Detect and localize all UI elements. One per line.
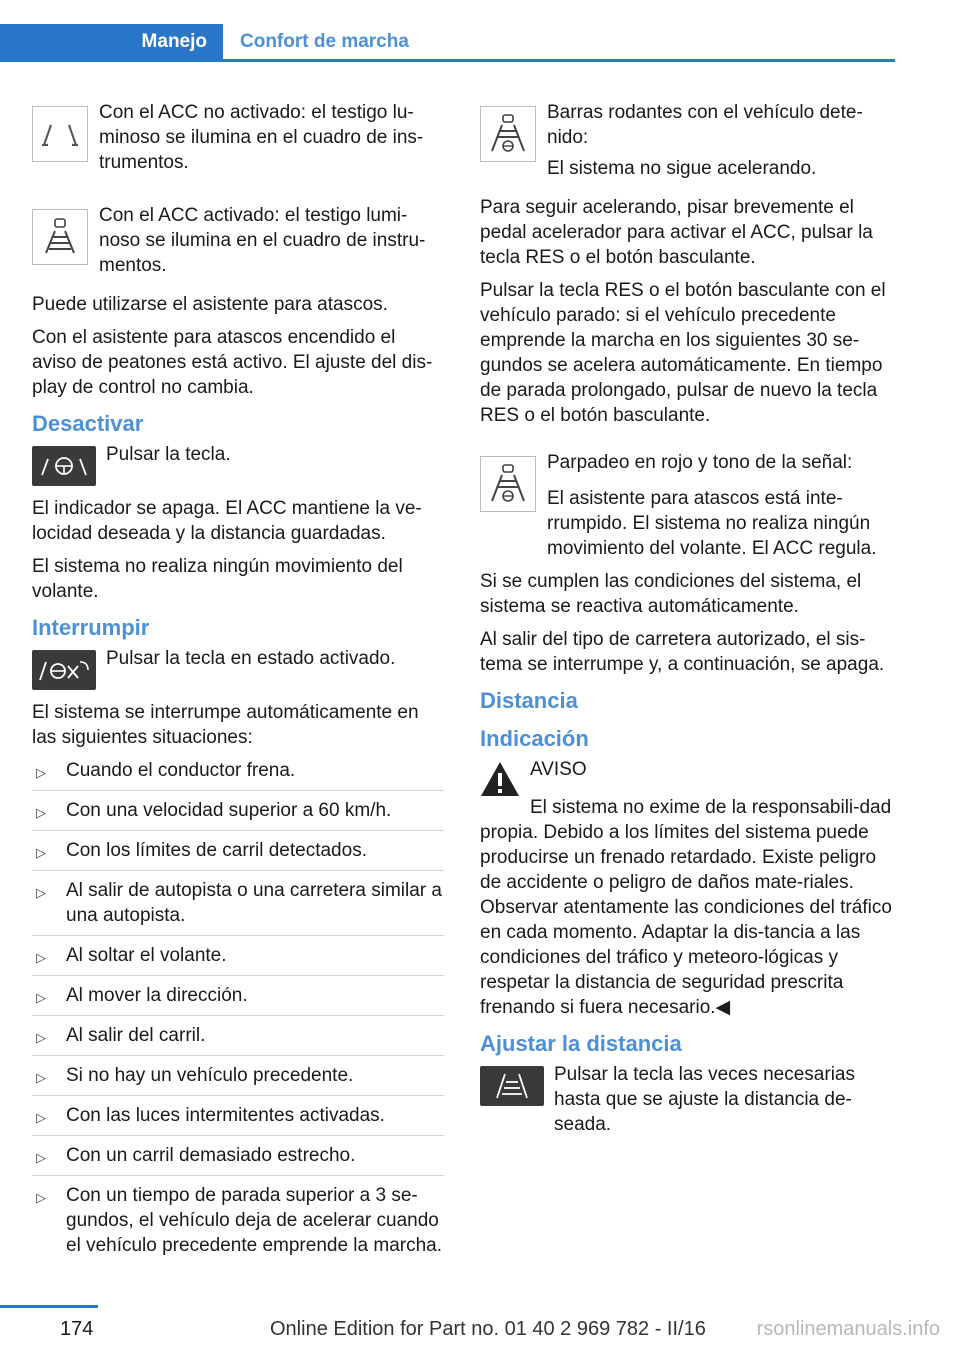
distance-button-icon [480,1066,544,1106]
triangle-bullet-icon: ▷ [36,1150,46,1165]
list-item: ▷ Con un tiempo de parada superior a 3 se-gundos, el vehículo deja de acelerar cuando el vehículo precedente emprende la marcha. [36,1185,443,1256]
adjust-action-text: Pulsar la tecla las veces necesarias hasta que se ajuste la distancia de-seada. [554,1064,855,1135]
watermark: rsonlinemanuals.info [756,1318,940,1340]
triangle-bullet-icon: ▷ [36,805,46,820]
list-item: ▷ Con las luces intermitentes activadas. [32,1103,444,1136]
edition-text: Online Edition for Part no. 01 40 2 969 782 - II/16 [270,1318,706,1340]
list-item: ▷ Al salir del carril. [32,1023,444,1056]
rolling-bars-row [480,100,892,187]
triangle-bullet-icon: ▷ [36,950,46,965]
paragraph: Para seguir acelerando, pisar brevemente el pedal acelerador para activar el ACC, pulsar la tecla RES o el botón basculante. [480,197,873,268]
triangle-bullet-icon: ▷ [36,1110,46,1125]
heading-ajustar-distancia: Ajustar la distancia [480,1031,682,1056]
adjust-row [480,1062,892,1145]
blink-text: El asistente para atascos está inte-rrumpido. El sistema no realiza ningún movimiento del volante. El ACC regula. [547,488,877,559]
triangle-bullet-icon: ▷ [36,1030,46,1045]
heading-interrumpir: Interrumpir [32,615,150,640]
tab-manejo[interactable]: Manejo [0,24,223,59]
warning-text: El sistema no exime de la responsabili-dad propia. Debido a los límites del sistema puede producirse un frenado retardado. Existe peligro de accidente o peligro de daños mate-riales. Observar atentamente las condiciones del tráfico en cada momento. Adaptar la dis-tancia a las condiciones del tráfico y meteoro-lógicas y respetar la distancia de seguridad prescrita frenando si fuera necesario.◀ [480,797,892,1018]
interrupt-row [32,646,444,690]
list-item: ▷ Al salir de autopista o una carretera similar a una autopista. [32,878,444,936]
tab-confort-de-marcha[interactable]: Confort de marcha [240,31,409,52]
rolling-bars-icon [480,106,536,162]
list-item: ▷ Con una velocidad superior a 60 km/h. [32,798,444,831]
list-item: ▷ Con un carril demasiado estrecho. [32,1143,444,1176]
triangle-bullet-icon: ▷ [36,1190,46,1205]
rolling-bars-text: El sistema no sigue acelerando. [547,158,817,179]
paragraph: Pulsar la tecla RES o el botón basculante con el vehículo parado: si el vehículo precedente emprende la marcha en los siguientes 30 se-gundos se acelera automáticamente. En tiempo de parada prolongado, pulsar de nuevo la tecla RES o el botón basculante. [480,280,886,426]
page-header [0,24,895,62]
list-item: ▷ Al mover la dirección. [32,983,444,1016]
blinking-red-icon [480,456,536,512]
paragraph: Si se cumplen las condiciones del sistema, el sistema se reactiva automáticamente. [480,571,862,617]
triangle-bullet-icon: ▷ [36,765,46,780]
warning-triangle-icon [480,761,520,797]
warning-title: AVISO [530,759,587,780]
triangle-bullet-icon: ▷ [36,990,46,1005]
indicator-on-row [32,203,444,284]
traffic-jam-assistant-icon [32,209,88,265]
page-number: 174 [60,1318,94,1340]
list-item: ▷ Cuando el conductor frena. [32,758,444,791]
indicator-on-text: Con el ACC activado: el testigo lumi-noso se ilumina en el cuadro de instru-mentos. [99,205,426,276]
right-column [480,100,892,1155]
left-column [32,100,444,1272]
triangle-bullet-icon: ▷ [36,845,46,860]
header-rule [0,59,895,62]
lane-lines-off-icon [32,106,88,162]
triangle-bullet-icon: ▷ [36,885,46,900]
interrupt-conditions-list [32,758,444,1265]
paragraph: El sistema se interrumpe automáticamente en las siguientes situaciones: [32,702,419,748]
deactivate-action-text: Pulsar la tecla. [106,444,231,465]
list-item: ▷ Si no hay un vehículo precedente. [32,1063,444,1096]
paragraph: Al salir del tipo de carretera autorizado, el sis-tema se interrumpe y, a continuación, se apaga. [480,629,885,675]
triangle-bullet-icon: ▷ [36,1070,46,1085]
paragraph: El indicador se apaga. El ACC mantiene la ve-locidad deseada y la distancia guardadas. [32,498,422,544]
heading-desactivar: Desactivar [32,411,144,436]
indicator-off-text: Con el ACC no activado: el testigo lu-minoso se ilumina en el cuadro de ins-trumentos. [99,102,424,173]
blink-text: Parpadeo en rojo y tono de la señal: [547,452,853,473]
paragraph: Puede utilizarse el asistente para atascos. [32,294,388,315]
heading-indicacion: Indicación [480,726,589,751]
list-item: ▷ Al soltar el volante. [32,943,444,976]
interrupt-action-text: Pulsar la tecla en estado activado. [106,648,396,669]
list-item: ▷ Con los límites de carril detectados. [32,838,444,871]
paragraph: Con el asistente para atascos encendido el aviso de peatones está activo. El ajuste del dis-play de control no cambia. [32,327,433,398]
steering-wheel-button-icon [32,446,96,486]
heading-distancia: Distancia [480,688,578,713]
footer-rule [0,1305,98,1308]
warning-block [480,757,892,797]
paragraph: El sistema no realiza ningún movimiento del volante. [32,556,403,602]
indicator-off-row [32,100,444,181]
interrupt-button-icon [32,650,96,690]
deactivate-row [32,442,444,486]
rolling-bars-text: Barras rodantes con el vehículo dete-nido: [547,102,863,148]
